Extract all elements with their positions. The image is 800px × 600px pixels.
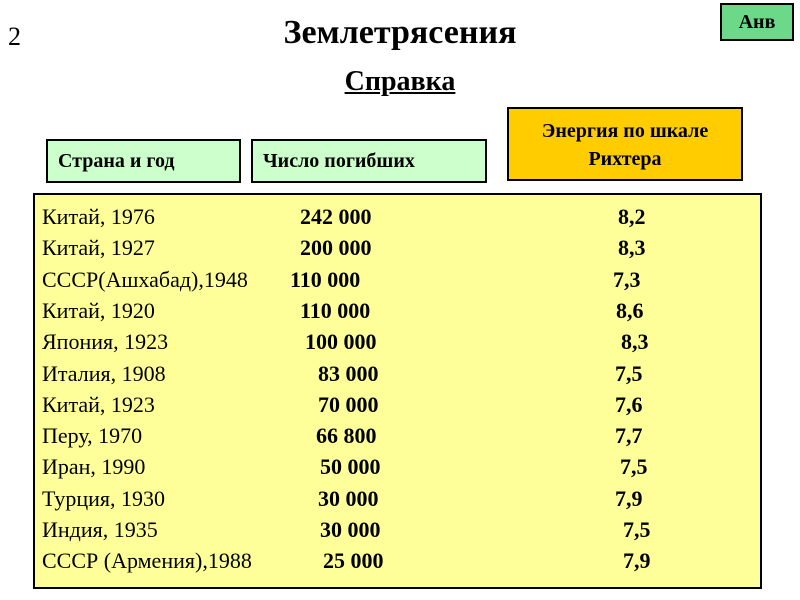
cell-country-year: Китай, 1923 bbox=[42, 391, 155, 417]
header-country-year: Страна и год bbox=[46, 139, 241, 183]
cell-energy: 7,3 bbox=[613, 266, 641, 292]
cell-deaths: 30 000 bbox=[320, 517, 381, 542]
cell-energy: 7,7 bbox=[615, 423, 643, 449]
table-row bbox=[35, 201, 760, 232]
table-row bbox=[35, 389, 760, 420]
cell-energy: 8,3 bbox=[618, 235, 646, 261]
header-energy-line1: Энергия по шкале bbox=[541, 120, 709, 142]
header-energy bbox=[507, 107, 743, 181]
table-row bbox=[35, 545, 760, 576]
table-row bbox=[35, 451, 760, 482]
cell-country-year: Китай, 1976 bbox=[42, 204, 155, 229]
cell-deaths: 200 000 bbox=[300, 235, 372, 261]
earthquake-table bbox=[33, 193, 762, 589]
cell-energy: 7,5 bbox=[615, 360, 643, 386]
table-row bbox=[35, 420, 760, 451]
table-row bbox=[35, 326, 760, 357]
author-badge[interactable]: Анв bbox=[720, 3, 794, 41]
page-title: Землетрясения bbox=[283, 14, 517, 51]
cell-country-year: Перу, 1970 bbox=[42, 423, 143, 449]
cell-country-year: Китай, 1920 bbox=[42, 297, 155, 323]
slide-number: 2 bbox=[8, 22, 21, 51]
cell-deaths: 66 800 bbox=[316, 423, 377, 449]
cell-country-year: СССР(Ашхабад),1948 bbox=[42, 266, 248, 292]
cell-country-year: Италия, 1908 bbox=[42, 360, 166, 386]
table-row bbox=[35, 264, 760, 295]
table-row bbox=[35, 483, 760, 514]
cell-energy: 7,5 bbox=[623, 517, 651, 542]
page-subtitle: Справка bbox=[344, 66, 456, 97]
header-deaths: Число погибших bbox=[251, 139, 487, 183]
cell-deaths: 100 000 bbox=[305, 329, 377, 355]
cell-energy: 8,2 bbox=[618, 204, 646, 229]
cell-country-year: Япония, 1923 bbox=[42, 329, 169, 355]
cell-energy: 7,9 bbox=[623, 548, 651, 574]
cell-deaths: 30 000 bbox=[318, 485, 379, 511]
table-row bbox=[35, 358, 760, 389]
cell-deaths: 50 000 bbox=[320, 454, 381, 480]
cell-country-year: СССР (Армения),1988 bbox=[42, 548, 252, 574]
cell-country-year: Китай, 1927 bbox=[42, 235, 155, 261]
cell-country-year: Индия, 1935 bbox=[42, 517, 158, 542]
cell-deaths: 110 000 bbox=[300, 297, 371, 323]
cell-energy: 7,5 bbox=[620, 454, 648, 480]
table-row bbox=[35, 514, 760, 545]
cell-energy: 8,6 bbox=[616, 297, 644, 323]
cell-deaths: 70 000 bbox=[318, 391, 379, 417]
cell-energy: 8,3 bbox=[621, 329, 649, 355]
cell-deaths: 110 000 bbox=[290, 266, 361, 292]
header-energy-line2: Рихтера bbox=[588, 148, 662, 170]
cell-deaths: 242 000 bbox=[300, 204, 372, 229]
cell-energy: 7,6 bbox=[615, 391, 643, 417]
table-row bbox=[35, 232, 760, 263]
cell-deaths: 83 000 bbox=[318, 360, 379, 386]
cell-country-year: Турция, 1930 bbox=[42, 485, 166, 511]
table-row bbox=[35, 295, 760, 326]
cell-energy: 7,9 bbox=[615, 485, 643, 511]
cell-deaths: 25 000 bbox=[323, 548, 384, 574]
cell-country-year: Иран, 1990 bbox=[42, 454, 146, 480]
